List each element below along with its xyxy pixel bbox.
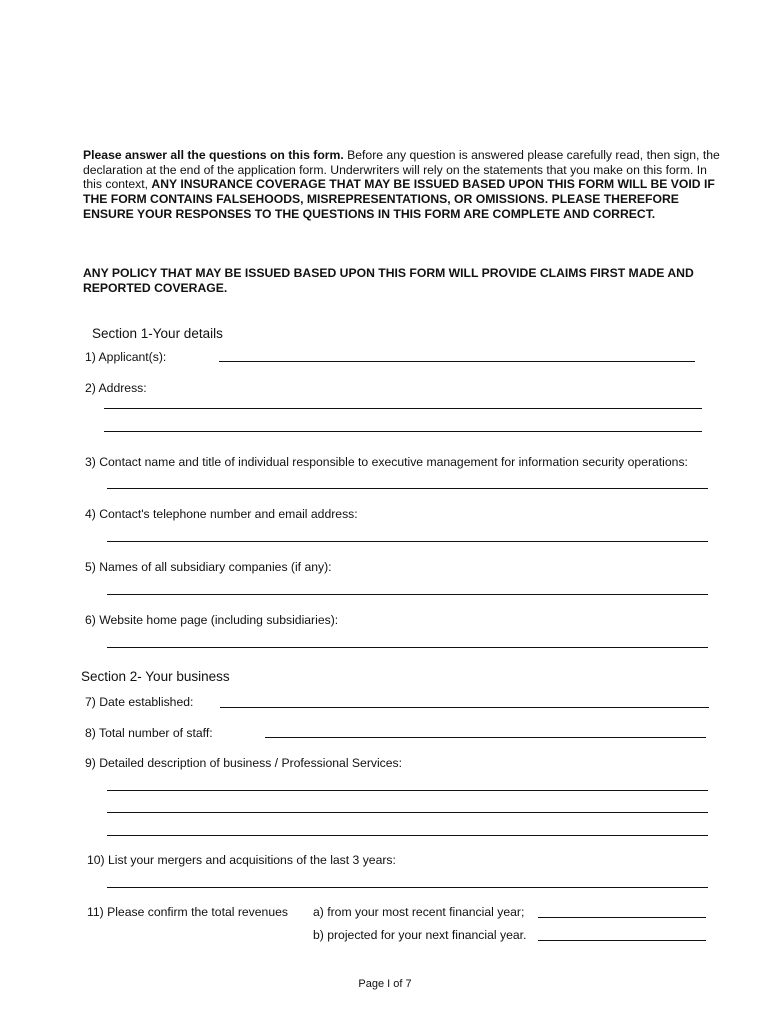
- intro-paragraph: [83, 148, 723, 222]
- contact-phone-email-field[interactable]: [107, 541, 708, 542]
- subsidiaries-field[interactable]: [107, 594, 708, 595]
- contact-name-field[interactable]: [107, 488, 708, 489]
- business-description-field-1[interactable]: [107, 790, 708, 791]
- website-field[interactable]: [107, 647, 708, 648]
- intro-text: Before any question is answered please carefully read, then sign, the declaration at the end of the application form. Underwriters will rely on the statements that you make on this form. In this context,: [83, 148, 720, 192]
- q11-label: 11) Please confirm the total revenues: [87, 905, 288, 919]
- q5-label: 5) Names of all subsidiary companies (if any):: [85, 560, 332, 574]
- q8-label: 8) Total number of staff:: [85, 726, 213, 740]
- recent-revenue-field[interactable]: [538, 917, 706, 918]
- applicant-field[interactable]: [219, 361, 695, 362]
- page-number: Page I of 7: [358, 978, 412, 990]
- q11a-label: a) from your most recent financial year;: [313, 905, 525, 919]
- q6-label: 6) Website home page (including subsidiaries):: [85, 613, 339, 627]
- mergers-field[interactable]: [107, 887, 708, 888]
- address-field-2[interactable]: [104, 431, 702, 432]
- q11b-label: b) projected for your next financial year.: [313, 928, 527, 942]
- intro-bold-start: Please answer all the questions on this form.: [83, 148, 344, 162]
- staff-count-field[interactable]: [265, 737, 706, 738]
- q9-label: 9) Detailed description of business / Professional Services:: [85, 756, 403, 770]
- intro-warning: ANY INSURANCE COVERAGE THAT MAY BE ISSUED BASED UPON THIS FORM WILL BE VOID IF THE FORM CONTAINS FALSEHOODS, MISREPRESENTATIONS, OR OMISSIONS. PLEASE THEREFORE ENSURE YOUR RESPONSES TO THE QUESTIONS IN THIS FORM ARE COMPLETE AND CORRECT.: [83, 177, 715, 221]
- q7-label: 7) Date established:: [85, 695, 194, 709]
- address-field-1[interactable]: [104, 408, 702, 409]
- projected-revenue-field[interactable]: [538, 940, 706, 941]
- coverage-notice: ANY POLICY THAT MAY BE ISSUED BASED UPON THIS FORM WILL PROVIDE CLAIMS FIRST MADE AND REPORTED COVERAGE.: [83, 266, 694, 295]
- q10-label: 10) List your mergers and acquisitions of the last 3 years:: [87, 853, 396, 867]
- date-established-field[interactable]: [220, 707, 709, 708]
- q4-label: 4) Contact's telephone number and email address:: [85, 507, 358, 521]
- q2-label: 2) Address:: [85, 381, 147, 395]
- section1-title: Section 1-Your details: [92, 326, 223, 341]
- q1-label: 1) Applicant(s):: [85, 350, 167, 364]
- section2-title: Section 2- Your business: [81, 669, 230, 684]
- business-description-field-3[interactable]: [107, 835, 708, 836]
- q3-label: 3) Contact name and title of individual responsible to executive management for information security operations:: [85, 455, 688, 469]
- business-description-field-2[interactable]: [107, 812, 708, 813]
